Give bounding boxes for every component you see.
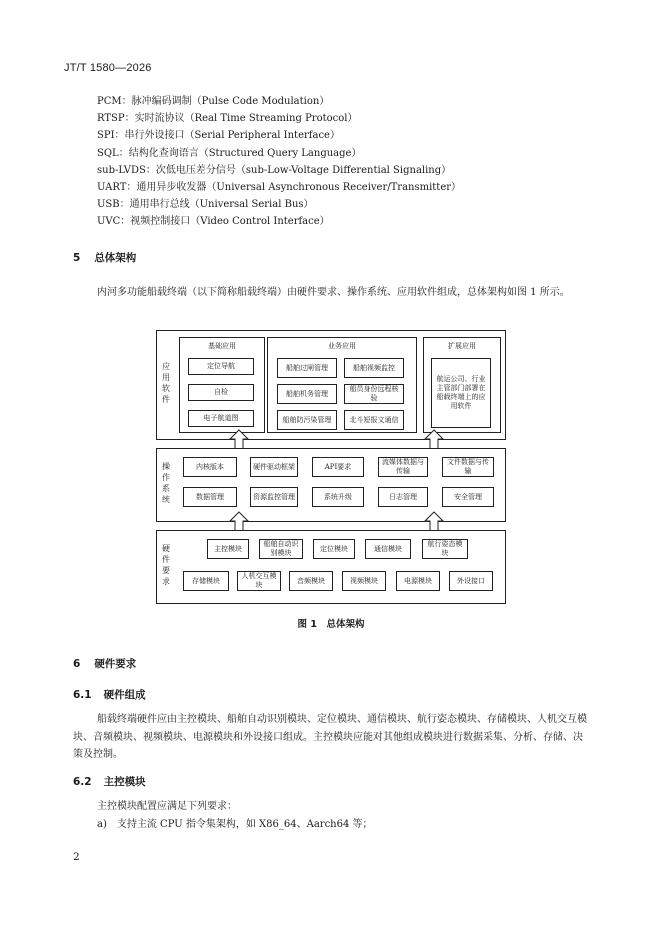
section-6-heading [73,656,136,671]
section-title: 硬件要求 [94,658,137,670]
abbreviation-item: UART：通用异步收发器（Universal Asynchronous Receiver/Transmitter） [97,182,462,194]
section-number: 5 [73,252,81,264]
section-title: 主控模块 [103,776,146,788]
box-log-management: 日志管理 [378,487,428,507]
group-basic-apps [179,337,265,433]
section-number: 6 [73,658,81,670]
box-positioning-navigation: 定位导航 [188,358,254,375]
box-positioning-module: 定位模块 [313,539,355,559]
group-title: 基础应用 [208,342,236,350]
os-layer [156,448,506,522]
box-resource-monitoring: 资源监控管理 [250,487,298,507]
page-number: 2 [73,851,80,863]
box-attitude-module: 航行姿态模块 [422,539,468,559]
abbreviation-item: SQL：结构化查询语言（Structured Query Language） [97,147,362,159]
section-5-heading [73,250,136,265]
section-title: 总体架构 [94,252,137,264]
abbreviation-list [97,93,461,231]
app-layer [156,330,506,440]
box-electronic-chart: 电子航道图 [188,410,254,427]
box-crew-verification: 船员身份远程核验 [344,384,404,404]
standard-number-header: JT/T 1580—2026 [64,62,152,74]
box-driver-framework: 硬件驱动框架 [250,457,298,477]
box-kernel-version: 内核版本 [183,457,237,477]
layer-label-hw: 硬件要求 [162,544,170,586]
box-security-management: 安全管理 [442,487,494,507]
section-6-2-heading [73,774,146,789]
box-main-control-module: 主控模块 [207,539,249,559]
hardware-layer [156,530,506,604]
box-ais-module: 船舶自动识别模块 [259,539,303,559]
box-engine-management: 船舶机务管理 [277,384,337,404]
layer-label-os: 操作系统 [162,462,170,504]
section-5-paragraph: 内河多功能船载终端（以下简称船载终端）由硬件要求、操作系统、应用软件组成，总体架构如图 1 所示。 [97,287,570,298]
box-storage-module: 存储模块 [183,571,229,591]
section-title: 硬件组成 [103,689,146,701]
box-api-requirements: API要求 [312,457,364,477]
section-6-2-paragraph: 主控模块配置应满足下列要求： [97,801,237,812]
abbreviation-item: SPI：串行外设接口（Serial Peripheral Interface） [97,130,340,142]
box-streaming-data: 流媒体数据与传输 [378,457,428,477]
box-communication-module: 通信模块 [365,539,411,559]
abbreviation-item: RTSP：实时流协议（Real Time Streaming Protocol） [97,113,358,125]
group-title: 扩展应用 [448,342,476,350]
section-6-1-heading [73,687,146,702]
abbreviation-item: sub-LVDS：次低电压差分信号（sub-Low-Voltage Differential Signaling） [97,164,452,176]
box-file-data: 文件数据与传输 [442,457,494,477]
group-extension-apps [423,337,501,433]
box-data-management: 数据管理 [183,487,237,507]
layer-label-app: 应用软件 [162,362,170,404]
architecture-diagram [156,330,506,606]
section-number: 6.2 [73,776,92,788]
box-extension-software: 航运公司、行业主管部门部署在船载终端上的应用软件 [431,358,491,428]
abbreviation-item: UVC：视频控制接口（Video Control Interface） [97,216,330,228]
group-title: 业务应用 [328,342,356,350]
requirement-item-a: a) 支持主流 CPU 指令集架构，如 X86_64、Aarch64 等； [97,819,373,830]
box-audio-module: 音频模块 [289,571,333,591]
box-power-module: 电源模块 [396,571,440,591]
section-6-1-paragraph: 船载终端硬件应由主控模块、船舶自动识别模块、定位模块、通信模块、航行姿态模块、存储模块、人机交互模块、音频模块、视频模块、电源模块和外设接口组成。主控模块应能对其他组成模块进行数据采集、分析、存储、决策及控制。 [73,714,587,760]
abbreviation-item: USB：通用串行总线（Universal Serial Bus） [97,199,314,211]
group-business-apps [267,337,417,433]
box-pollution-management: 船舶防污染管理 [277,410,337,430]
box-video-module: 视频模块 [342,571,386,591]
box-video-monitoring: 船舶视频监控 [344,358,404,378]
box-hmi-module: 人机交互模块 [237,571,281,591]
section-number: 6.1 [73,689,92,701]
box-lock-passage: 船舶过闸管理 [277,358,337,378]
figure-caption: 图 1 总体架构 [297,619,365,630]
abbreviation-item: PCM：脉冲编码调制（Pulse Code Modulation） [97,96,330,107]
box-beidou-messaging: 北斗短报文通信 [344,410,404,430]
box-peripheral-interface: 外设接口 [449,571,493,591]
box-self-test: 自检 [188,384,254,401]
box-system-upgrade: 系统升级 [312,487,364,507]
